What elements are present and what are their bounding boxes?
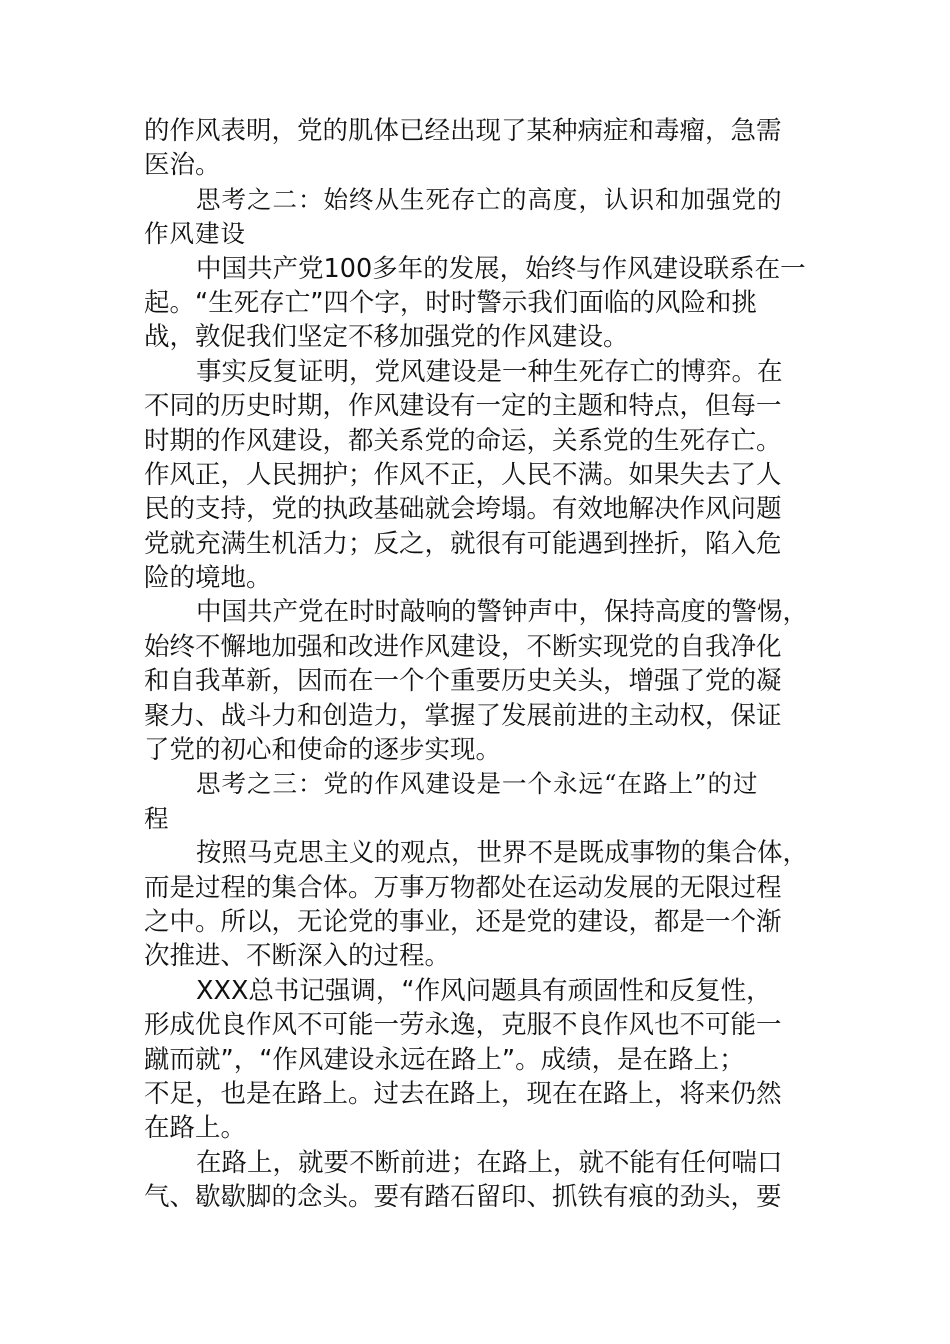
text-line: 党就充满生机活力；反之，就很有可能遇到挫折，陷入危	[144, 528, 782, 559]
text-line: 的作风表明，党的肌体已经出现了某种病症和毒瘤，急需	[144, 116, 782, 146]
text-line: 不足，也是在路上。过去在路上，现在在路上，将来仍然	[144, 1078, 782, 1109]
text-line: 蹴而就”，“作风建设永远在路上”。成绩，是在路上；	[144, 1044, 745, 1075]
section-heading	[144, 183, 809, 252]
text-line: 聚力、战斗力和创造力，掌握了发展前进的主动权，保证	[144, 700, 782, 731]
paragraph	[144, 355, 809, 596]
document-body	[144, 114, 809, 1215]
text-line: 事实反复证明，党风建设是一种生死存亡的博弈。在	[196, 356, 783, 387]
paragraph	[144, 1146, 809, 1215]
paragraph	[144, 252, 809, 355]
paragraph	[144, 114, 809, 183]
text-line: 形成优良作风不可能一劳永逸，克服不良作风也不可能一	[144, 1010, 782, 1041]
text-line: 气、歇歇脚的念头。要有踏石留印、抓铁有痕的劲头，要	[144, 1182, 782, 1213]
text-line: 民的支持，党的执政基础就会垮塌。有效地解决作风问题	[144, 494, 782, 525]
text-line: 始终不懈地加强和改进作风建设，不断实现党的自我净化	[144, 631, 782, 662]
text-line: XXX总书记强调，“作风问题具有顽固性和反复性，	[196, 975, 772, 1006]
heading-line: 作风建设	[144, 219, 246, 249]
text-line: 和自我革新，因而在一个个重要历史关头，增强了党的凝	[144, 666, 782, 697]
text-line: 按照马克思主义的观点，世界不是既成事物的集合体，	[196, 838, 809, 869]
heading-line: 思考之二：始终从生死存亡的高度，认识和加强党的	[196, 184, 783, 214]
text-line: 起。“生死存亡”四个字，时时警示我们面临的风险和挑	[144, 287, 757, 318]
paragraph	[144, 974, 809, 1146]
text-line: 中国共产党100多年的发展，始终与作风建设联系在一	[196, 253, 806, 284]
text-line: 作风正，人民拥护；作风不正，人民不满。如果失去了人	[144, 459, 782, 490]
text-line: 时期的作风建设，都关系党的命运，关系党的生死存亡。	[144, 425, 782, 456]
text-line: 次推进、不断深入的过程。	[144, 941, 451, 972]
text-line: 险的境地。	[144, 563, 272, 594]
text-line: 医治。	[144, 150, 221, 181]
text-line: 在路上。	[144, 1113, 247, 1144]
paragraph	[144, 595, 809, 767]
text-line: 之中。所以，无论党的事业，还是党的建设，都是一个渐	[144, 906, 782, 937]
text-line: 了党的初心和使命的逐步实现。	[144, 735, 502, 766]
text-line: 中国共产党在时时敲响的警钟声中，保持高度的警惕，	[196, 597, 809, 628]
heading-line: 程	[144, 803, 170, 833]
heading-line: 思考之三：党的作风建设是一个永远“在路上”的过	[196, 769, 759, 799]
text-line: 在路上，就要不断前进；在路上，就不能有任何喘口	[196, 1147, 783, 1178]
text-line: 不同的历史时期，作风建设有一定的主题和特点，但每一	[144, 391, 782, 422]
section-heading	[144, 767, 809, 836]
text-line: 而是过程的集合体。万事万物都处在运动发展的无限过程	[144, 872, 782, 903]
paragraph	[144, 836, 809, 974]
text-line: 战，敦促我们坚定不移加强党的作风建设。	[144, 322, 629, 353]
